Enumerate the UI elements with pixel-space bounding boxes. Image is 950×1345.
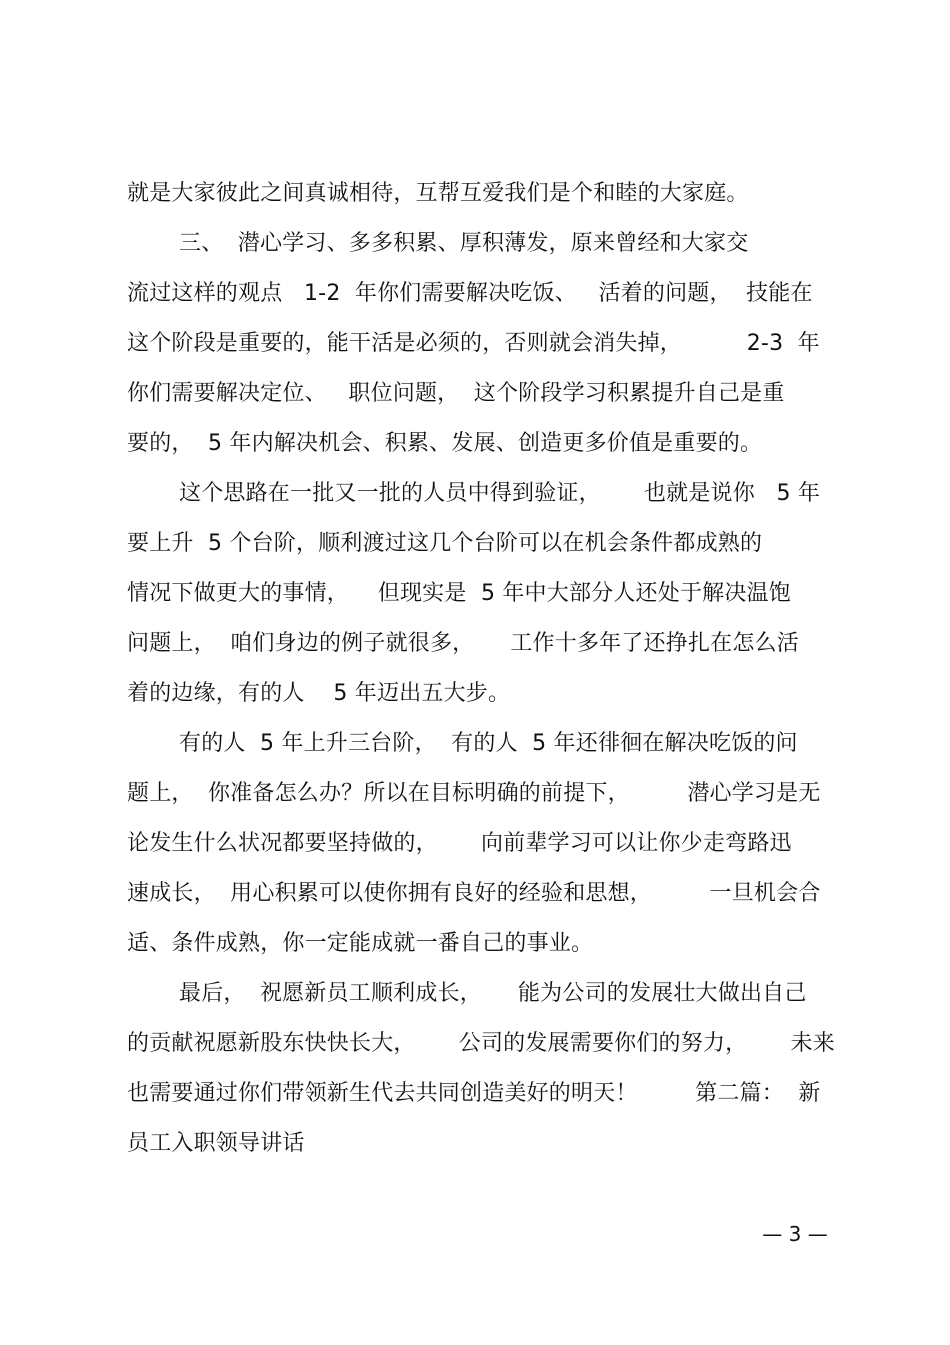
text-line: 论发生什么状况都要坚持做的， 向前辈学习可以让你少走弯路迅 bbox=[127, 831, 792, 856]
text-line: 要的， 5 年内解决机会、积累、发展、创造更多价值是重要的。 bbox=[127, 431, 763, 456]
text-line: 适、条件成熟，你一定能成就一番自己的事业。 bbox=[127, 931, 594, 956]
text-line: 的贡献祝愿新股东快快长大， 公司的发展需要你们的努力， 未来 bbox=[127, 1031, 835, 1056]
text-line: 有的人 5 年上升三台阶， 有的人 5 年还徘徊在解决吃饭的问 bbox=[179, 731, 798, 756]
text-line: 你们需要解决定位、 职位问题， 这个阶段学习积累提升自己是重 bbox=[127, 381, 785, 406]
text-line: 三、 潜心学习、多多积累、厚积薄发，原来曾经和大家交 bbox=[179, 231, 749, 256]
text-line: 着的边缘，有的人 5 年迈出五大步。 bbox=[127, 681, 511, 706]
text-line: 题上， 你准备怎么办？所以在目标明确的前提下， 潜心学习是无 bbox=[127, 781, 821, 806]
text-line: 速成长， 用心积累可以使你拥有良好的经验和思想， 一旦机会合 bbox=[127, 881, 821, 906]
text-line: 情况下做更大的事情， 但现实是 5 年中大部分人还处于解决温饱 bbox=[127, 581, 791, 606]
text-line: 这个阶段是重要的，能干活是必须的，否则就会消失掉， 2-3 年 bbox=[127, 331, 820, 356]
text-line: 最后， 祝愿新员工顺利成长， 能为公司的发展壮大做出自己 bbox=[179, 981, 807, 1006]
text-line: 问题上， 咱们身边的例子就很多， 工作十多年了还挣扎在怎么活 bbox=[127, 631, 799, 656]
text-line: 员工入职领导讲话 bbox=[127, 1131, 305, 1156]
page-number: — 3 — bbox=[762, 1222, 828, 1246]
text-line: 就是大家彼此之间真诚相待，互帮互爱我们是个和睦的大家庭。 bbox=[127, 181, 749, 206]
text-line: 这个思路在一批又一批的人员中得到验证， 也就是说你 5 年 bbox=[179, 481, 821, 506]
text-line: 也需要通过你们带领新生代去共同创造美好的明天！ 第二篇： 新 bbox=[127, 1081, 821, 1106]
text-line: 流过这样的观点 1-2 年你们需要解决吃饭、 活着的问题， 技能在 bbox=[127, 281, 813, 306]
text-line: 要上升 5 个台阶，顺利渡过这几个台阶可以在机会条件都成熟的 bbox=[127, 531, 763, 556]
